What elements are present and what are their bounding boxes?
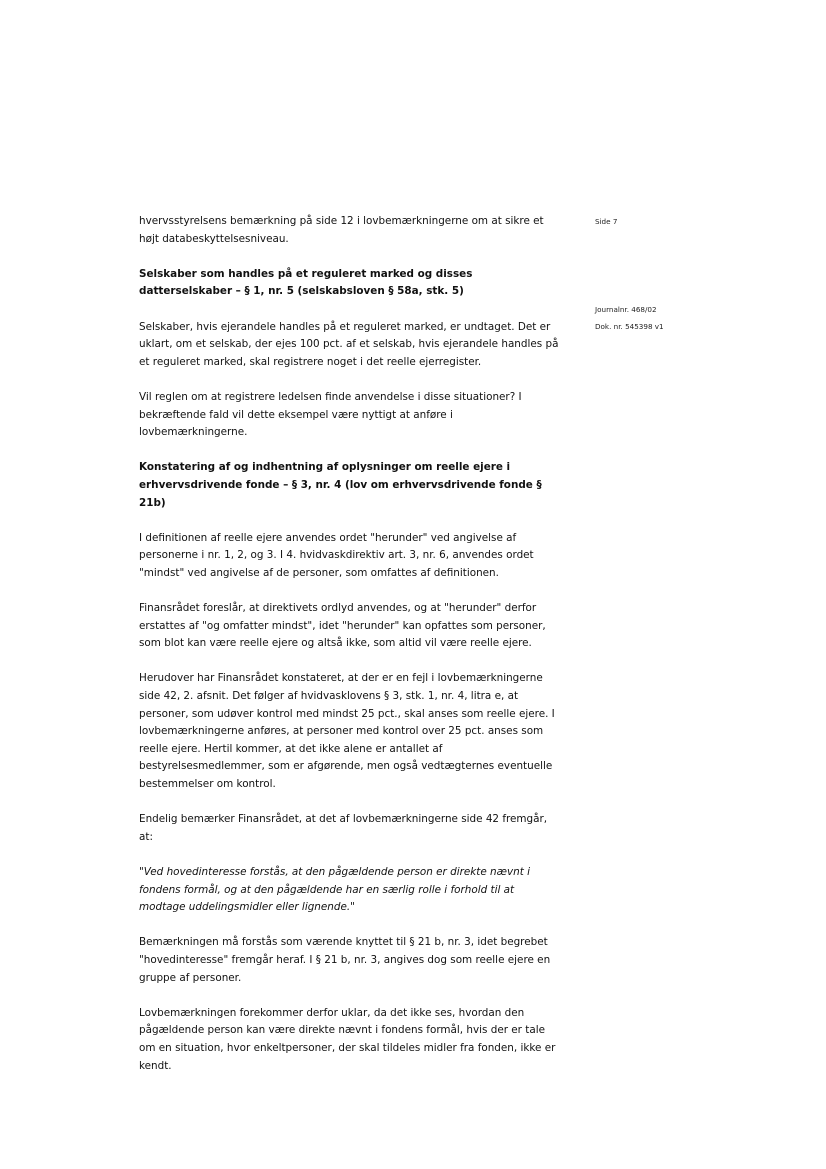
paragraph-error-found: Herudover har Finansrådet konstateret, at der er en fejl i lovbemærkningerne side 42, 2. afsnit. Det følger af hvidvasklovens § 3, stk. 1, nr. 4, litra e, at personer, som udøver kontrol med mindst 25 pct., skal anses som reelle ejere. I lovbemærkningerne anføres, at personer med kontrol over 25 pct. anses som reelle ejere. Hertil kommer, at det ikke alene er antallet af bestyrelsesmedlemmer, som er afgørende, men også vedtægternes eventuelle bestemmelser om kontrol.: [139, 672, 555, 790]
paragraph-remark-intro: Endelig bemærker Finansrådet, at det af lovbemærkningerne side 42 fremgår, at:: [139, 813, 548, 843]
quoted-passage: "Ved hovedinteresse forstås, at den pågældende person er direkte nævnt i fondens formål, og at den pågældende har en særlig rolle i forhold til at modtage uddelingsmidler eller lignende.": [139, 865, 530, 914]
document-body: [139, 213, 563, 1093]
journal-number: Journalnr. 468/02: [595, 304, 657, 314]
section-heading-listed-companies: Selskaber som handles på et reguleret marked og disses datterselskaber – § 1, nr. 5 (selskabsloven § 58a, stk. 5): [139, 267, 473, 298]
paragraph-continuation: hvervsstyrelsens bemærkning på side 12 i lovbemærkningerne om at sikre et højt databeskyttelsesniveau.: [139, 215, 544, 245]
document-number: Dok. nr. 545398 v1: [595, 322, 664, 332]
margin-notes: [595, 213, 705, 336]
page-number: Side 7: [595, 217, 618, 226]
paragraph-definition: I definitionen af reelle ejere anvendes ordet "herunder" ved angivelse af personerne i nr. 1, 2, og 3. I 4. hvidvaskdirektiv art. 3, nr. 6, anvendes ordet "mindst" ved angivelse af de personer, som omfattes af definitionen.: [139, 531, 534, 579]
section-heading-foundations: Konstatering af og indhentning af oplysninger om reelle ejere i erhvervsdrivende fonde – § 3, nr. 4 (lov om erhvervsdrivende fonde § 21b): [139, 461, 542, 509]
paragraph-proposal: Finansrådet foreslår, at direktivets ordlyd anvendes, og at "herunder" derfor erstattes af "og omfatter mindst", idet "herunder" kan opfattes som personer, som blot kan være reelle ejere og altså ikke, som altid vil være reelle ejere.: [139, 602, 546, 650]
margin-spacer: [595, 231, 705, 301]
paragraph-conclusion: Lovbemærkningen forekommer derfor uklar, da det ikke ses, hvordan den pågældende person kan være direkte nævnt i fondens formål, hvis der er tale om en situation, hvor enkeltpersoner, der skal tildeles midler fra fonden, ikke er kendt.: [139, 1006, 556, 1072]
paragraph-listed-companies: Selskaber, hvis ejerandele handles på et reguleret marked, er undtaget. Det er uklart, om et selskab, der ejes 100 pct. af et selskab, hvis ejerandele handles på et reguleret marked, skal registrere noget i det reelle ejerregister.: [139, 320, 559, 368]
paragraph-interpretation: Bemærkningen må forstås som værende knyttet til § 21 b, nr. 3, idet begrebet "hovedinteresse" fremgår heraf. I § 21 b, nr. 3, angives dog som reelle ejere en gruppe af personer.: [139, 936, 551, 984]
paragraph-management-question: Vil reglen om at registrere ledelsen finde anvendelse i disse situationer? I bekræftende fald vil dette eksempel være nyttigt at anføre i lovbemærkningerne.: [139, 390, 522, 439]
